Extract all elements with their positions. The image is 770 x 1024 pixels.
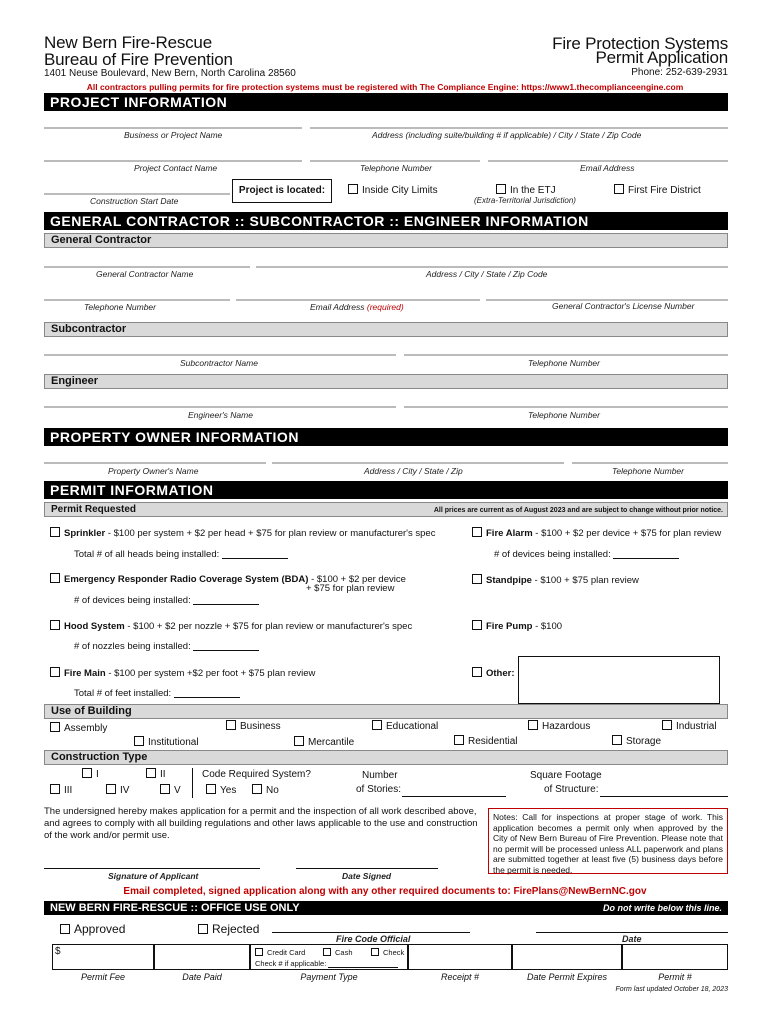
phone: Phone: 252-639-2931 [631,67,728,78]
section-owner: PROPERTY OWNER INFORMATION [44,428,728,446]
contact-field[interactable] [44,160,302,162]
sub-name-label: Subcontractor Name [180,358,258,368]
checkbox[interactable] [50,667,60,677]
hood-nozzles: # of nozzles being installed: [74,641,259,652]
owner-phone-label: Telephone Number [612,466,684,476]
official-field[interactable] [272,932,470,933]
code-no[interactable]: No [252,784,279,796]
sqft-label-2: of Structure: [544,784,599,795]
other-textbox[interactable] [518,656,720,704]
nozzles-field[interactable] [193,641,259,651]
checkbox[interactable] [146,768,156,778]
receipt-label: Receipt # [440,972,480,982]
checkbox[interactable] [614,184,624,194]
date-paid-label: Date Paid [182,972,222,982]
payment-type-cell[interactable] [250,944,408,970]
permit-other[interactable]: Other: [472,667,515,679]
section-contractor: GENERAL CONTRACTOR :: SUBCONTRACTOR :: ENGINEER INFORMATION [44,212,728,230]
use-assembly[interactable]: Assembly [50,722,107,734]
sub-heading: Subcontractor [44,322,728,337]
project-phone-field[interactable] [310,160,480,162]
use-business[interactable]: Business [226,720,281,732]
checkbox[interactable] [106,784,116,794]
checkbox[interactable] [472,527,482,537]
section-project: PROJECT INFORMATION [44,93,728,111]
fee-label: Permit Fee [80,972,125,982]
date-paid-cell[interactable] [154,944,250,970]
eng-phone-field[interactable] [404,406,728,408]
alarm-devices-field[interactable] [613,549,679,559]
use-educational[interactable]: Educational [372,720,438,732]
registration-notice: All contractors pulling permits for fire protection systems must be registered with The Compliance Engine: https://www1.thecomplianceengine.com [86,82,684,92]
eng-phone-label: Telephone Number [528,410,600,420]
checkbox[interactable] [82,768,92,778]
permit-standpipe[interactable]: Standpipe - $100 + $75 plan review [472,574,639,586]
signature-field[interactable] [44,868,260,869]
date-signed-label: Date Signed [342,871,392,881]
ctype-1[interactable]: I [82,768,99,780]
pay-cash[interactable]: Cash [323,948,353,957]
permit-sprinkler[interactable]: Sprinkler - $100 per system + $2 per head + $75 for plan review or manufacturer's spec [50,527,435,539]
use-residential[interactable]: Residential [454,735,517,747]
sub-phone-field[interactable] [404,354,728,356]
office-use-title: NEW BERN FIRE-RESCUE :: OFFICE USE ONLY [50,902,300,914]
feet-field[interactable] [174,688,240,698]
form-title-1: Fire Protection Systems [552,34,728,53]
checkbox[interactable] [348,184,358,194]
opt-etj[interactable]: In the ETJ [496,184,556,196]
stories-label-1: Number [362,770,398,781]
ctype-2[interactable]: II [146,768,166,780]
checkbox[interactable] [472,667,482,677]
dollar-sign: $ [55,946,61,957]
checkbox[interactable] [371,948,379,956]
checkbox[interactable] [612,735,622,745]
checkbox[interactable] [662,720,672,730]
heads-field[interactable] [222,549,288,559]
opt-inside-city[interactable]: Inside City Limits [348,184,438,196]
project-phone-label: Telephone Number [360,163,432,173]
checkbox[interactable] [528,720,538,730]
org-name: New Bern Fire-Rescue [44,33,212,52]
checkbox[interactable] [294,736,304,746]
checkbox[interactable] [226,720,236,730]
business-name-label: Business or Project Name [124,130,223,140]
checkbox[interactable] [50,722,60,732]
permit-fee-cell[interactable] [52,944,154,970]
checkbox[interactable] [323,948,331,956]
eng-name-label: Engineer's Name [188,410,253,420]
use-hazardous[interactable]: Hazardous [528,720,590,732]
checkbox[interactable] [198,924,208,934]
start-date-label: Construction Start Date [90,196,179,206]
use-heading: Use of Building [44,704,728,719]
receipt-cell[interactable] [408,944,512,970]
sub-name-field[interactable] [44,354,396,356]
checkbox[interactable] [160,784,170,794]
form-updated: Form last updated October 18, 2023 [615,986,728,993]
pay-credit[interactable]: Credit Card [255,948,305,957]
owner-phone-field[interactable] [572,462,728,464]
gc-email-field[interactable] [236,299,480,301]
code-yes[interactable]: Yes [206,784,236,796]
stories-label-2: of Stories: [356,784,402,795]
project-address-label: Address (including suite/building # if applicable) / City / State / Zip Code [372,130,642,140]
code-required-label: Code Required System? [202,769,311,780]
gc-phone-label: Telephone Number [84,302,156,312]
gc-address-field[interactable] [256,266,728,268]
sub-phone-label: Telephone Number [528,358,600,368]
construction-heading: Construction Type [44,750,728,765]
opt-first-fire-district[interactable]: First Fire District [614,184,701,196]
bda-desc-2: + $75 for plan review [306,583,395,594]
permit-bda[interactable]: Emergency Responder Radio Coverage System (BDA) - $100 + $2 per device [50,573,406,585]
sprinkler-heads: Total # of all heads being installed: [74,549,288,560]
org-address: 1401 Neuse Boulevard, New Bern, North Carolina 28560 [44,68,296,79]
signature-label: Signature of Applicant [108,871,199,881]
sqft-field[interactable] [600,796,728,797]
office-date-field[interactable] [536,932,728,933]
notes-box: Notes: Call for inspections at proper stage of work. This application becomes a permit only when approved by the City of New Bern Bureau of Fire Prevention. Please note that no permit will be processed unless ALL paperwork and plans are submitted together at least five (5) business days before the permit is needed. [488,808,728,874]
gc-license-label: General Contractor's License Number [552,301,695,311]
checkbox[interactable] [60,924,70,934]
engineer-heading: Engineer [44,374,728,389]
contact-label: Project Contact Name [134,163,218,173]
permit-fire-main[interactable]: Fire Main - $100 per system +$2 per foot + $75 plan review [50,667,315,679]
bda-devices-field[interactable] [193,595,259,605]
use-storage[interactable]: Storage [612,735,661,747]
gc-email-label: Email Address (required) [310,302,404,312]
office-use-bar [44,901,728,915]
ctype-4[interactable]: IV [106,784,129,796]
eng-name-field[interactable] [44,406,396,408]
business-name-field[interactable] [44,127,302,129]
office-rejected[interactable]: Rejected [198,922,259,936]
bda-devices: # of devices being installed: [74,595,259,606]
use-mercantile[interactable]: Mercantile [294,736,354,748]
form-title-2: Permit Application [595,48,728,67]
checkbox[interactable] [372,720,382,730]
email-submission-note: Email completed, signed application along with any other required documents to: FirePlans@NewBernNC.gov [123,886,647,897]
permit-number-label: Permit # [658,972,692,982]
gc-phone-field[interactable] [44,299,230,301]
owner-address-field[interactable] [272,462,564,464]
project-address-field[interactable] [310,127,728,129]
expires-cell[interactable] [512,944,622,970]
check-number: Check # if applicable: [255,959,398,968]
project-located-label: Project is located: [232,179,332,203]
payment-type-label: Payment Type [300,972,358,982]
etj-note: (Extra-Territorial Jurisdiction) [474,196,576,205]
checkbox[interactable] [252,784,262,794]
checkbox[interactable] [50,527,60,537]
start-date-field[interactable] [44,193,230,195]
section-permit: PERMIT INFORMATION [44,481,728,499]
owner-name-field[interactable] [44,462,266,464]
divider [192,768,193,798]
permit-number-cell[interactable] [622,944,728,970]
sqft-label-1: Square Footage [530,770,602,781]
org-bureau: Bureau of Fire Prevention [44,50,233,69]
permit-hood[interactable]: Hood System - $100 + $2 per nozzle + $75 for plan review or manufacturer's spec [50,620,412,632]
application-statement: The undersigned hereby makes application for a permit and the inspection of all work described above, and agrees to comply with all building regulations and other laws applicable to the use and construction of the work and/or permit use. [44,806,478,841]
permit-requested-bar [44,502,728,517]
permit-fire-alarm[interactable]: Fire Alarm - $100 + $2 per device + $75 for plan review [472,527,721,539]
ctype-5[interactable]: V [160,784,181,796]
main-feet: Total # of feet installed: [74,688,240,699]
stories-field[interactable] [402,796,506,797]
office-approved[interactable]: Approved [60,922,125,936]
permit-fire-pump[interactable]: Fire Pump - $100 [472,620,562,632]
use-industrial[interactable]: Industrial [662,720,717,732]
pay-check[interactable]: Check [371,948,404,957]
checkbox[interactable] [255,948,263,956]
official-label: Fire Code Official [336,934,411,944]
checkbox[interactable] [472,574,482,584]
permit-requested-label: Permit Requested [51,504,137,515]
prices-note: All prices are current as of August 2023 and are subject to change without prior notice. [433,507,723,514]
do-not-write: Do not write below this line. [602,903,722,913]
owner-address-label: Address / City / State / Zip [364,466,463,476]
office-date-label: Date [622,934,642,944]
checkbox[interactable] [134,736,144,746]
checkbox[interactable] [472,620,482,630]
gc-heading: General Contractor [44,233,728,248]
date-signed-field[interactable] [296,868,438,869]
checkbox[interactable] [50,620,60,630]
owner-name-label: Property Owner's Name [108,466,199,476]
gc-name-field[interactable] [44,266,250,268]
checkbox[interactable] [50,573,60,583]
expires-label: Date Permit Expires [526,972,608,982]
checkbox[interactable] [206,784,216,794]
gc-name-label: General Contractor Name [96,269,194,279]
check-number-field[interactable] [328,960,398,968]
ctype-3[interactable]: III [50,784,72,796]
checkbox[interactable] [50,784,60,794]
alarm-devices: # of devices being installed: [494,549,679,560]
use-institutional[interactable]: Institutional [134,736,199,748]
project-email-field[interactable] [488,160,728,162]
checkbox[interactable] [454,735,464,745]
project-email-label: Email Address [580,163,635,173]
checkbox[interactable] [496,184,506,194]
gc-address-label: Address / City / State / Zip Code [426,269,548,279]
